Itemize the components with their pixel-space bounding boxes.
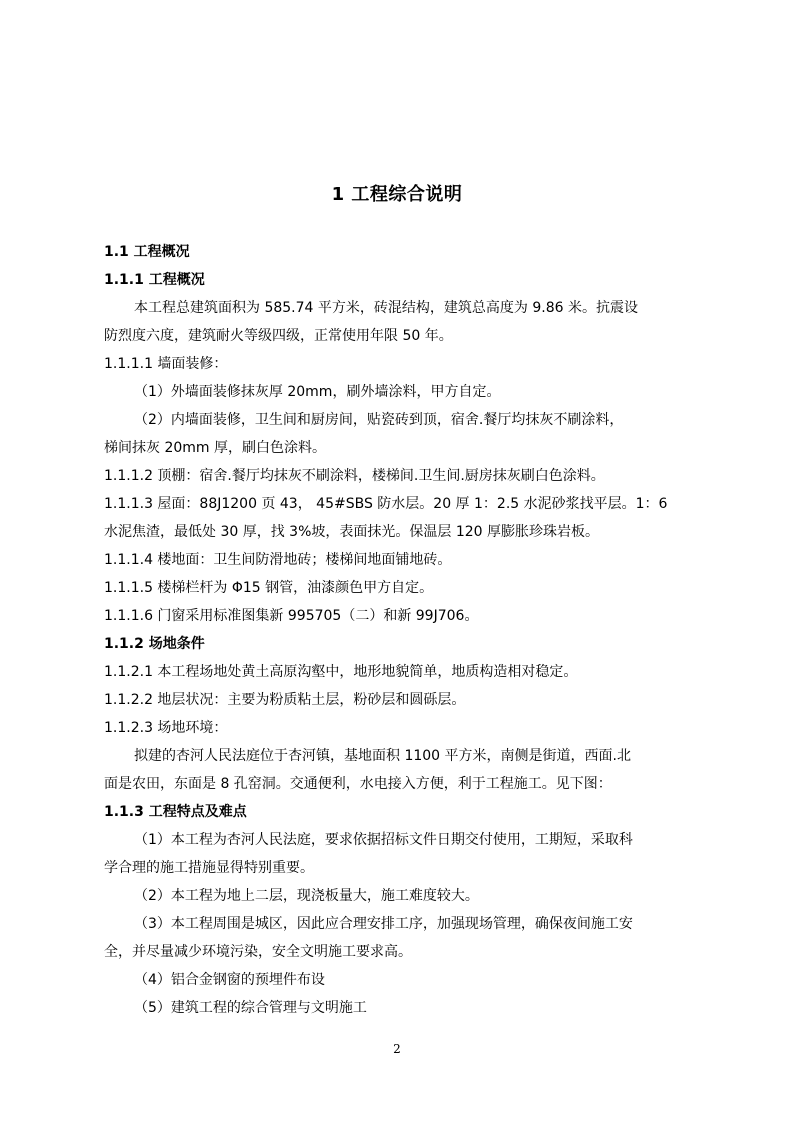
page-number: 2 (393, 1042, 401, 1056)
item-heading: 1.1.1.5 楼梯栏杆为 Φ15 钢管，油漆颜色甲方自定。 (104, 580, 434, 596)
paragraph-line: 梯间抹灰 20mm 厚，刷白色涂料。 (104, 440, 326, 456)
paragraph-line: 全，并尽量减少环境污染，安全文明施工要求高。 (104, 944, 412, 960)
item-heading: 1.1.1.2 顶棚：宿舍.餐厅均抹灰不刷涂料，楼梯间.卫生间.厨房抹灰刷白色涂料。 (104, 468, 605, 484)
item-heading: 1.1.1.3 屋面：88J1200 页 43， 45#SBS 防水层。20 厚 1：2.5 水泥砂浆找平层。1：6 (104, 496, 668, 512)
item-heading: 1.1.2.2 地层状况：主要为粉质粘土层，粉砂层和圆砾层。 (104, 692, 466, 708)
paragraph-line: 学合理的施工措施显得特别重要。 (104, 860, 314, 876)
paragraph-line: 拟建的杏河人民法庭位于杏河镇，基地面积 1100 平方米，南侧是街道，西面.北 (134, 748, 631, 764)
list-item: （2）内墙面装修，卫生间和厨房间，贴瓷砖到顶，宿舍.餐厅均抹灰不刷涂料， (134, 412, 624, 428)
list-item: （3）本工程周围是城区，因此应合理安排工序，加强现场管理，确保夜间施工安 (134, 916, 633, 932)
paragraph-line: 防烈度六度，建筑耐火等级四级，正常使用年限 50 年。 (104, 328, 453, 344)
paragraph-line: 水泥焦渣，最低处 30 厚，找 3%坡，表面抹光。保温层 120 厚膨胀珍珠岩板。 (104, 524, 599, 540)
subsection-heading: 1.1.3 工程特点及难点 (104, 804, 247, 820)
subsection-heading: 1.1.1 工程概况 (104, 272, 205, 288)
list-item: （1）外墙面装修抹灰厚 20mm，刷外墙涂料，甲方自定。 (134, 384, 501, 400)
item-heading: 1.1.2.1 本工程场地处黄土高原沟壑中，地形地貌简单，地质构造相对稳定。 (104, 664, 578, 680)
item-heading: 1.1.1.4 楼地面：卫生间防滑地砖；楼梯间地面铺地砖。 (104, 552, 452, 568)
item-heading: 1.1.1.6 门窗采用标准图集新 995705（二）和新 99J706。 (104, 608, 479, 624)
item-heading: 1.1.2.3 场地环境： (104, 720, 228, 736)
section-heading: 1.1 工程概况 (104, 244, 190, 260)
list-item: （2）本工程为地上二层，现浇板量大，施工难度较大。 (134, 888, 479, 904)
paragraph-line: 面是农田，东面是 8 孔窑洞。交通便利，水电接入方便，利于工程施工。见下图： (104, 776, 612, 792)
list-item: （4）铝合金钢窗的预埋件布设 (134, 972, 325, 988)
paragraph-line: 本工程总建筑面积为 585.74 平方米，砖混结构，建筑总高度为 9.86 米。抗震设 (134, 300, 638, 316)
chapter-title: 1 工程综合说明 (331, 184, 463, 205)
list-item: （5）建筑工程的综合管理与文明施工 (134, 1000, 367, 1016)
item-heading: 1.1.1.1 墙面装修： (104, 356, 228, 372)
list-item: （1）本工程为杏河人民法庭，要求依据招标文件日期交付使用，工期短，采取科 (134, 832, 633, 848)
subsection-heading: 1.1.2 场地条件 (104, 636, 205, 652)
